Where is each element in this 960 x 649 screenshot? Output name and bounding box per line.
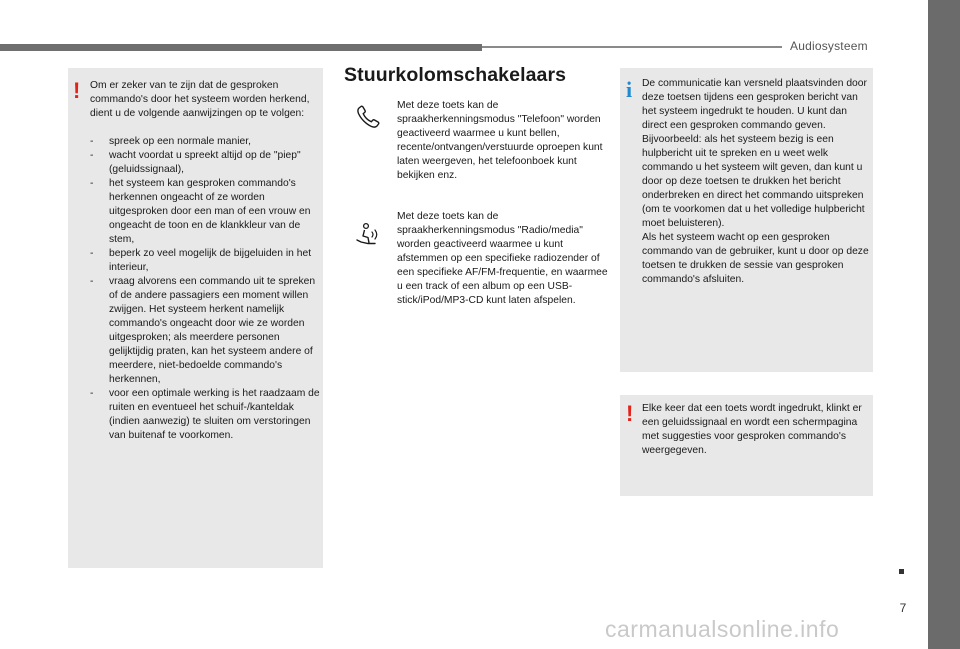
section-title: Audiosysteem xyxy=(790,39,868,53)
voice-button-description: Met deze toets kan de spraakherkenningsmodus "Radio/media" worden geactiveerd waarmee u kunt afstemmen op een specifieke radiozender of een specifieke AF/FM-frequentie, en waarmee u een track of een album op een USB-stick/iPod/MP3-CD kunt laten afspelen. xyxy=(397,211,608,306)
warning-box-text: Elke keer dat een toets wordt ingedrukt, klinkt er een geluidssignaal en wordt een schermpagina met suggesties voor gesproken commando's weergegeven. xyxy=(642,403,862,456)
warning-icon: ! xyxy=(626,401,634,426)
dash-bullet: - xyxy=(90,178,94,189)
phone-button-description: Met deze toets kan de spraakherkenningsmodus "Telefoon" worden geactiveerd waarmee u kunt bellen, recente/ontvangen/verstuurde oproepen kunt laten weergeven, het telefoonboek kunt bekijken enz. xyxy=(397,100,603,181)
tips-intro: Om er zeker van te zijn dat de gesproken commando's door het systeem worden herkend, dient u de volgende aanwijzingen op te volgen: xyxy=(90,80,310,119)
warning-box-signal xyxy=(620,395,873,496)
header-rule-light xyxy=(482,46,782,48)
list-item xyxy=(90,275,320,387)
phone-icon xyxy=(354,103,382,131)
info-box-text: De communicatie kan versneld plaatsvinden door deze toetsen tijdens een gesproken bericht van het systeem ingedrukt te houden. U kunt dan direct een gesproken commando geven. Bijvoorbeeld: als het systeem bezig is een hulpbericht uit te spreken en u weet welk commando u het systeem wilt geven, dan kunt u door op deze toetsen te drukken het bericht onderbreken en direct het commando uitspreken (om te voorkomen dat u het volledige hulpbericht moet beluisteren). Als het systeem wacht op een gesproken commando van de gebruiker, kunt u door op deze toetsen te drukken de sessie van gesproken commando's afsluiten. xyxy=(642,78,869,285)
dash-bullet: - xyxy=(90,388,94,399)
list-item-text: spreek op een normale manier, xyxy=(109,136,251,147)
warning-box-tips xyxy=(68,68,323,568)
list-item xyxy=(90,177,320,247)
info-box-speedup xyxy=(620,68,873,372)
watermark: carmanualsonline.info xyxy=(605,616,840,642)
end-marker xyxy=(899,569,904,574)
info-icon: i xyxy=(626,77,633,102)
list-item xyxy=(90,135,320,149)
list-item xyxy=(90,387,320,443)
page-heading: Stuurkolomschakelaars xyxy=(344,64,567,86)
voice-command-icon xyxy=(355,222,381,248)
list-item xyxy=(90,149,320,177)
dash-bullet: - xyxy=(90,150,94,161)
dash-bullet: - xyxy=(90,276,94,287)
list-item-text: het systeem kan gesproken commando's herkennen ongeacht of ze worden uitgesproken door een man of een vrouw en ongeacht de toon en de klankkleur van de stem, xyxy=(109,178,311,245)
list-item-text: wacht voordat u spreekt altijd op de "piep" (geluidssignaal), xyxy=(109,150,301,175)
header-rule-dark xyxy=(0,44,482,51)
list-item-text: beperk zo veel mogelijk de bijgeluiden in het interieur, xyxy=(109,248,312,273)
list-item-text: vraag alvorens een commando uit te spreken of de andere passagiers een moment willen zwijgen. Het systeem herkent namelijk commando's ongeacht door wie ze worden uitgesproken; als meerdere personen gelijktijdig praten, kan het systeem andere of meerdere, niet-bedoelde commando's herkennen, xyxy=(109,276,316,385)
dash-bullet: - xyxy=(90,248,94,259)
warning-icon: ! xyxy=(73,78,81,103)
side-tab-bar xyxy=(928,0,960,649)
list-item xyxy=(90,247,320,275)
dash-bullet: - xyxy=(90,136,94,147)
list-item-text: voor een optimale werking is het raadzaam de ruiten en eventueel het schuif-/kanteldak (indien aanwezig) te sluiten om verstoringen van buitenaf te voorkomen. xyxy=(109,388,320,441)
page-number: 7 xyxy=(899,601,907,615)
tips-list xyxy=(90,135,320,443)
